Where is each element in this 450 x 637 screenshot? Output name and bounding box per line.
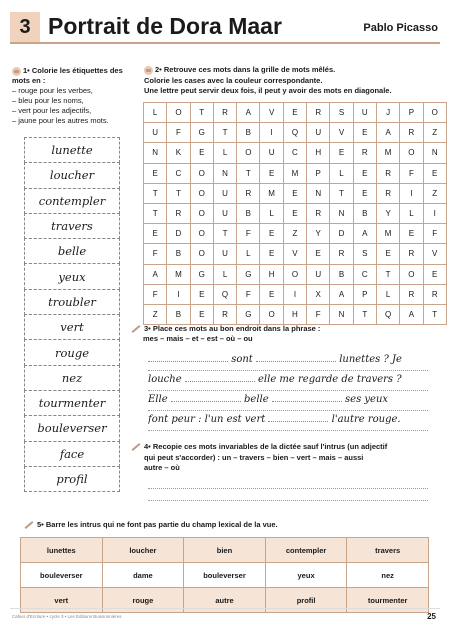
exercise-5-instruction: 5• Barre les intrus qui ne font pas partie du champ lexical de la vue. — [37, 520, 278, 529]
grid-cell[interactable]: M — [260, 183, 283, 203]
grid-cell[interactable]: B — [167, 244, 190, 264]
grid-cell[interactable]: C — [353, 264, 376, 284]
grid-cell[interactable]: E — [283, 183, 306, 203]
grid-cell[interactable]: D — [167, 224, 190, 244]
grid-cell[interactable]: G — [237, 264, 260, 284]
grid-cell[interactable]: E — [353, 123, 376, 143]
grid-cell[interactable]: Z — [283, 224, 306, 244]
grid-cell[interactable]: L — [260, 203, 283, 223]
lesson-number: 3 — [10, 12, 40, 42]
page-number: 25 — [427, 612, 436, 621]
writing-line[interactable] — [148, 477, 428, 489]
grid-cell[interactable]: L — [213, 264, 236, 284]
grid-cell[interactable]: R — [353, 143, 376, 163]
footer-divider — [10, 608, 440, 609]
word-cell[interactable]: dame — [102, 563, 184, 588]
grid-cell[interactable]: T — [167, 183, 190, 203]
grid-cell[interactable]: F — [307, 304, 330, 324]
word-cell[interactable]: bouleverser — [184, 563, 266, 588]
grid-cell[interactable]: C — [283, 143, 306, 163]
grid-cell[interactable]: V — [330, 123, 353, 143]
pencil-icon — [25, 521, 34, 529]
grid-row — [144, 183, 447, 203]
grid-cell[interactable]: T — [213, 123, 236, 143]
grid-cell[interactable]: O — [400, 264, 423, 284]
grid-row — [144, 103, 447, 123]
word-label[interactable]: belle — [24, 238, 120, 264]
word-cell[interactable]: loucher — [102, 538, 184, 563]
grid-cell[interactable]: E — [144, 224, 167, 244]
word-label[interactable]: profil — [24, 466, 120, 492]
grid-cell[interactable]: N — [307, 183, 330, 203]
word-cell[interactable]: profil — [265, 588, 347, 613]
word-cell[interactable]: tourmenter — [347, 588, 429, 613]
grid-cell[interactable]: L — [330, 163, 353, 183]
grid-cell[interactable]: O — [260, 304, 283, 324]
word-cell[interactable]: yeux — [265, 563, 347, 588]
rule-blue: – bleu pour les noms, — [12, 96, 84, 105]
exercise-3-instructions — [131, 324, 441, 344]
grid-cell[interactable]: S — [330, 103, 353, 123]
grid-cell[interactable]: K — [167, 143, 190, 163]
grid-cell[interactable]: H — [260, 264, 283, 284]
exercise-2-line-1: 2• Retrouve ces mots dans la grille de mots mêlés. — [155, 65, 336, 74]
grid-cell[interactable]: E — [400, 224, 423, 244]
grid-cell[interactable]: G — [190, 123, 213, 143]
sentence-line: sont lunettes ? Je — [148, 351, 428, 371]
grid-cell[interactable]: P — [400, 103, 423, 123]
grid-cell[interactable]: M — [167, 264, 190, 284]
sentence-line: louche elle me regarde de travers ? — [148, 371, 428, 391]
exercise-3-words: mes – mais – et – est – où – ou — [143, 334, 253, 343]
grid-cell[interactable]: G — [190, 264, 213, 284]
grid-cell[interactable]: J — [376, 103, 399, 123]
grid-cell[interactable]: L — [400, 203, 423, 223]
grid-cell[interactable]: L — [376, 284, 399, 304]
grid-cell[interactable]: U — [353, 103, 376, 123]
grid-cell[interactable]: I — [423, 203, 446, 223]
grid-row — [144, 163, 447, 183]
word-cell[interactable]: bien — [184, 538, 266, 563]
grid-cell[interactable]: H — [283, 304, 306, 324]
word-label[interactable]: face — [24, 441, 120, 467]
grid-cell[interactable]: A — [330, 284, 353, 304]
grid-cell[interactable]: F — [167, 123, 190, 143]
word-label[interactable]: yeux — [24, 263, 120, 289]
grid-cell[interactable]: O — [423, 103, 446, 123]
grid-cell[interactable]: R — [213, 304, 236, 324]
grid-cell[interactable]: I — [400, 183, 423, 203]
grid-cell[interactable]: U — [213, 203, 236, 223]
grid-cell[interactable]: Y — [307, 224, 330, 244]
grid-cell[interactable]: X — [307, 284, 330, 304]
grid-cell[interactable]: U — [144, 123, 167, 143]
grid-cell[interactable]: E — [376, 244, 399, 264]
exercise-4-instructions — [131, 442, 431, 474]
blank-field[interactable] — [185, 374, 255, 382]
grid-cell[interactable]: E — [260, 284, 283, 304]
intruder-table — [20, 537, 429, 613]
grid-cell[interactable]: Q — [213, 284, 236, 304]
grid-cell[interactable]: Q — [376, 304, 399, 324]
grid-cell[interactable]: O — [167, 103, 190, 123]
grid-cell[interactable]: T — [237, 163, 260, 183]
exercise-4-line-3: autre – où — [144, 463, 180, 472]
sentence-line: Elle belle ses yeux — [148, 391, 428, 411]
grid-cell[interactable]: O — [190, 224, 213, 244]
grid-cell[interactable]: O — [400, 143, 423, 163]
grid-cell[interactable]: D — [330, 224, 353, 244]
grid-cell[interactable]: B — [330, 264, 353, 284]
grid-cell[interactable]: I — [283, 284, 306, 304]
grid-cell[interactable]: A — [144, 264, 167, 284]
grid-cell[interactable]: T — [213, 224, 236, 244]
grid-row — [144, 304, 447, 324]
pencil-icon — [132, 325, 141, 333]
grid-cell[interactable]: R — [213, 103, 236, 123]
grid-cell[interactable]: L — [237, 244, 260, 264]
grid-cell[interactable]: F — [237, 284, 260, 304]
word-cell[interactable]: lunettes — [21, 538, 103, 563]
exercise-3-sentences — [148, 351, 428, 431]
page-header — [10, 10, 440, 44]
blank-field[interactable] — [148, 354, 228, 362]
table-row — [21, 563, 429, 588]
word-label[interactable]: vert — [24, 314, 120, 340]
grid-cell[interactable]: U — [260, 143, 283, 163]
grid-cell[interactable]: L — [213, 143, 236, 163]
exercise-3-instruction: 3• Place ces mots au bon endroit dans la phrase : — [144, 324, 321, 333]
grid-cell[interactable]: R — [376, 163, 399, 183]
grid-cell[interactable]: B — [237, 123, 260, 143]
grid-cell[interactable]: O — [237, 143, 260, 163]
grid-cell[interactable]: E — [353, 163, 376, 183]
grid-cell[interactable]: T — [330, 183, 353, 203]
word-search-grid — [143, 102, 447, 325]
grid-cell[interactable]: O — [190, 203, 213, 223]
grid-cell[interactable]: E — [260, 163, 283, 183]
exercise-5-instructions — [24, 520, 278, 529]
grid-row — [144, 244, 447, 264]
grid-row — [144, 143, 447, 163]
grid-cell[interactable]: M — [283, 163, 306, 183]
writing-line[interactable] — [148, 489, 428, 501]
exercise-1-intro: 1• Colorie les étiquettes des mots en : — [12, 66, 123, 85]
grid-cell[interactable]: T — [423, 304, 446, 324]
grid-cell[interactable]: R — [400, 244, 423, 264]
grid-cell[interactable]: V — [423, 244, 446, 264]
blank-field[interactable] — [171, 394, 241, 402]
grid-cell[interactable]: N — [213, 163, 236, 183]
grid-cell[interactable]: M — [376, 143, 399, 163]
grid-cell[interactable]: Q — [283, 123, 306, 143]
exercise-4-line-2: qui peut s'accorder) : un – travers – bien – vert – mais – aussi — [144, 452, 364, 462]
grid-cell[interactable]: A — [353, 224, 376, 244]
word-cell[interactable]: rouge — [102, 588, 184, 613]
grid-cell[interactable]: O — [190, 244, 213, 264]
word-label[interactable]: lunette — [24, 137, 120, 163]
grid-cell[interactable]: B — [353, 203, 376, 223]
grid-cell[interactable]: R — [167, 203, 190, 223]
word-label[interactable]: rouge — [24, 339, 120, 365]
grid-row — [144, 203, 447, 223]
grid-cell[interactable]: T — [144, 203, 167, 223]
grid-cell[interactable]: A — [237, 103, 260, 123]
grid-cell[interactable]: F — [423, 224, 446, 244]
sentence-line: font peur : l'un est vert l'autre rouge. — [148, 411, 428, 431]
grid-cell[interactable]: C — [167, 163, 190, 183]
word-label[interactable]: nez — [24, 365, 120, 391]
exercise-2-instructions — [144, 65, 444, 97]
grid-cell[interactable]: R — [330, 244, 353, 264]
page-title: Portrait de Dora Maar — [48, 13, 282, 39]
exercise-1-instructions — [12, 66, 132, 126]
exercise-4-line-1: 4• Recopie ces mots invariables de la dictée sauf l'intrus (un adjectif — [144, 442, 388, 451]
grid-cell[interactable]: E — [283, 203, 306, 223]
grid-cell[interactable]: E — [307, 244, 330, 264]
grid-cell[interactable]: O — [190, 183, 213, 203]
grid-cell[interactable]: O — [190, 163, 213, 183]
rule-green: – vert pour les adjectifs, — [12, 106, 92, 115]
grid-cell[interactable]: E — [260, 224, 283, 244]
grid-cell[interactable]: E — [260, 244, 283, 264]
grid-cell[interactable]: E — [330, 143, 353, 163]
grid-cell[interactable]: R — [307, 103, 330, 123]
grid-cell[interactable]: E — [423, 264, 446, 284]
grid-cell[interactable]: S — [353, 244, 376, 264]
paint-icon — [12, 67, 21, 76]
word-label[interactable]: bouleverser — [24, 415, 120, 441]
grid-cell[interactable]: B — [237, 203, 260, 223]
pencil-icon — [132, 443, 141, 451]
grid-cell[interactable]: T — [376, 264, 399, 284]
word-cell[interactable]: contempler — [265, 538, 347, 563]
grid-cell[interactable]: U — [213, 183, 236, 203]
grid-cell[interactable]: T — [190, 103, 213, 123]
rule-red: – rouge pour les verbes, — [12, 86, 93, 95]
grid-cell[interactable]: E — [423, 163, 446, 183]
grid-row — [144, 224, 447, 244]
grid-row — [144, 123, 447, 143]
grid-cell[interactable]: L — [144, 103, 167, 123]
grid-cell[interactable]: U — [307, 123, 330, 143]
word-label[interactable]: troubler — [24, 289, 120, 315]
grid-cell[interactable]: F — [144, 284, 167, 304]
grid-cell[interactable]: T — [144, 183, 167, 203]
blank-field[interactable] — [272, 394, 342, 402]
grid-cell[interactable]: Z — [144, 304, 167, 324]
grid-cell[interactable]: P — [307, 163, 330, 183]
grid-cell[interactable]: B — [167, 304, 190, 324]
grid-cell[interactable]: V — [283, 244, 306, 264]
grid-cell[interactable]: O — [283, 264, 306, 284]
grid-cell[interactable]: R — [237, 183, 260, 203]
grid-cell[interactable]: N — [423, 143, 446, 163]
grid-cell[interactable]: P — [353, 284, 376, 304]
grid-cell[interactable]: F — [400, 163, 423, 183]
grid-cell[interactable]: E — [190, 304, 213, 324]
grid-cell[interactable]: U — [307, 264, 330, 284]
table-row — [21, 538, 429, 563]
word-cell[interactable]: nez — [347, 563, 429, 588]
grid-cell[interactable]: N — [144, 143, 167, 163]
grid-cell[interactable]: F — [237, 224, 260, 244]
grid-cell[interactable]: Z — [423, 183, 446, 203]
author-name: Pablo Picasso — [363, 22, 438, 34]
grid-cell[interactable]: E — [353, 183, 376, 203]
word-labels — [24, 137, 120, 491]
grid-cell[interactable]: I — [260, 123, 283, 143]
grid-cell[interactable]: Y — [376, 203, 399, 223]
grid-cell[interactable]: E — [190, 143, 213, 163]
grid-cell[interactable]: E — [144, 163, 167, 183]
grid-cell[interactable]: M — [376, 224, 399, 244]
grid-cell[interactable]: R — [376, 183, 399, 203]
grid-cell[interactable]: U — [213, 244, 236, 264]
grid-cell[interactable]: N — [330, 304, 353, 324]
rule-yellow: – jaune pour les autres mots. — [12, 116, 109, 125]
grid-cell[interactable]: F — [144, 244, 167, 264]
word-cell[interactable]: travers — [347, 538, 429, 563]
exercise-4-writing-lines — [148, 477, 428, 501]
grid-cell[interactable]: Z — [423, 123, 446, 143]
exercise-2-line-3: Une lettre peut servir deux fois, il peut y avoir des mots en diagonale. — [144, 86, 392, 95]
word-label[interactable]: loucher — [24, 162, 120, 188]
footer-text: Cahier d'Ecriture • cycle 3 • Les Editions Buissonnières — [12, 614, 122, 619]
grid-cell[interactable]: T — [353, 304, 376, 324]
blank-field[interactable] — [256, 354, 336, 362]
word-label[interactable]: contempler — [24, 188, 120, 214]
grid-cell[interactable]: R — [307, 203, 330, 223]
word-cell[interactable]: autre — [184, 588, 266, 613]
grid-row — [144, 284, 447, 304]
grid-cell[interactable]: N — [330, 203, 353, 223]
grid-cell[interactable]: I — [167, 284, 190, 304]
word-label[interactable]: travers — [24, 213, 120, 239]
blank-field[interactable] — [268, 414, 328, 422]
grid-cell[interactable]: H — [307, 143, 330, 163]
grid-cell[interactable]: A — [400, 304, 423, 324]
paint-icon — [144, 66, 153, 75]
grid-cell[interactable]: G — [237, 304, 260, 324]
grid-cell[interactable]: R — [400, 284, 423, 304]
word-cell[interactable]: bouleverser — [21, 563, 103, 588]
word-cell[interactable]: vert — [21, 588, 103, 613]
exercise-2-line-2: Colorie les cases avec la couleur correspondante. — [144, 75, 323, 85]
grid-cell[interactable]: R — [400, 123, 423, 143]
word-label[interactable]: tourmenter — [24, 390, 120, 416]
grid-cell[interactable]: E — [283, 103, 306, 123]
grid-cell[interactable]: E — [190, 284, 213, 304]
grid-cell[interactable]: V — [260, 103, 283, 123]
grid-cell[interactable]: R — [423, 284, 446, 304]
grid-row — [144, 264, 447, 284]
grid-cell[interactable]: A — [376, 123, 399, 143]
